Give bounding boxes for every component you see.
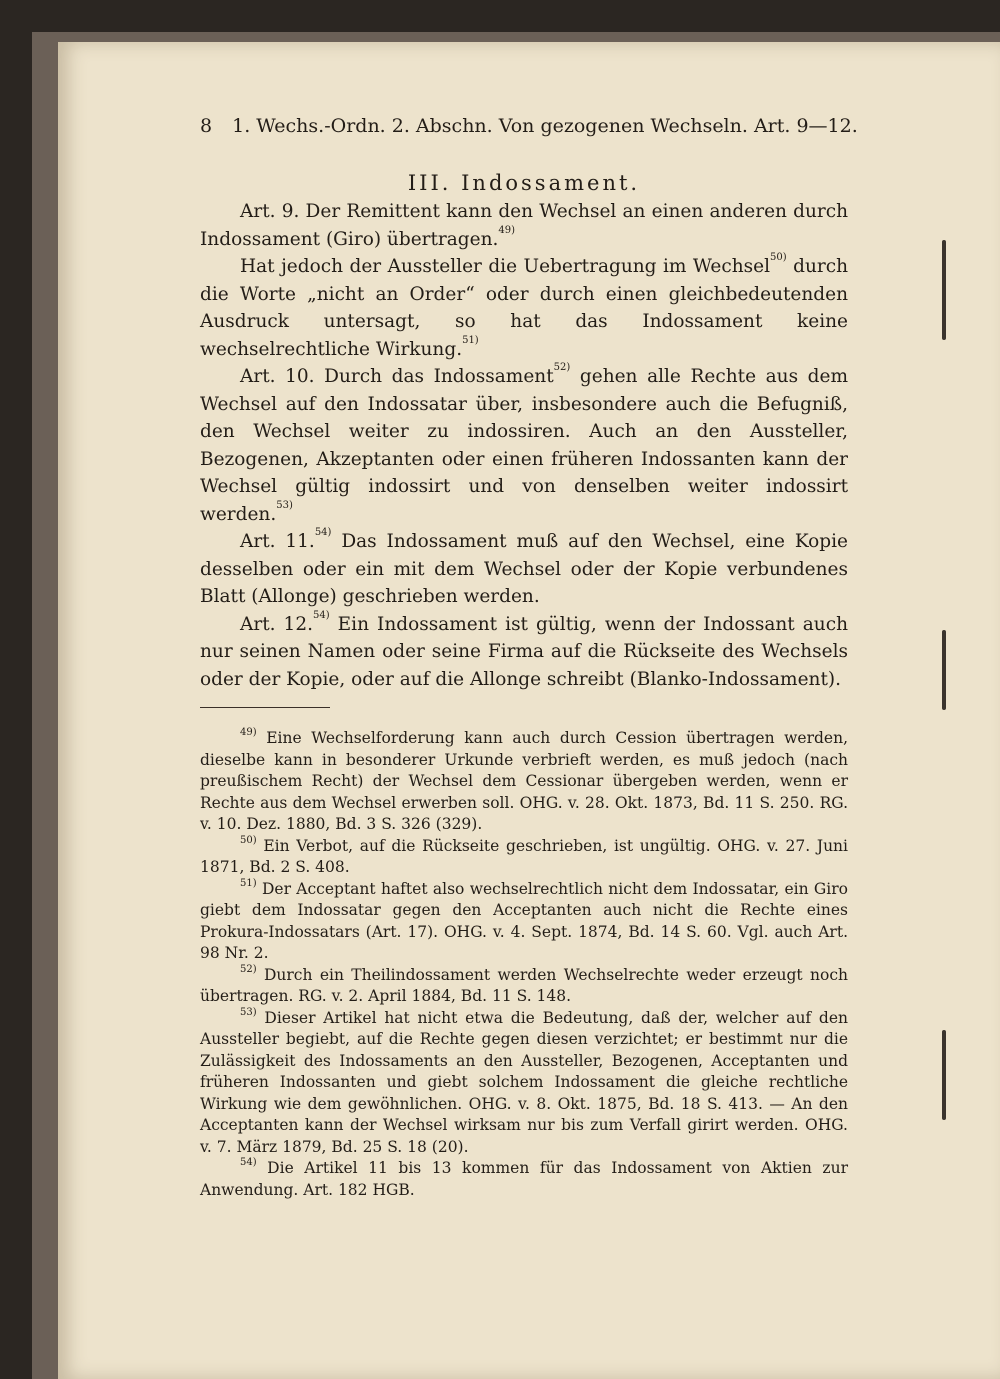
footnote-49: $^{49)}$ Eine Wechselforderung kann auch durch Cession übertragen werden, dieselbe kann in besonderer Urkunde verbrieft werden, es muß jedoch (nach preußischem Recht) der Wechsel dem Cessionar übergeben werden, wenn er Rechte aus dem Wechsel erwerben soll. OHG. v. 28. Okt. 1873, Bd. 11 S. 250. RG. v. 10. Dez. 1880, Bd. 3 S. 326 (329). xyxy=(200,727,848,833)
footnote-51: $^{51)}$ Der Acceptant haftet also wechselrechtlich nicht dem Indossatar, ein Giro giebt dem Indossatar gegen den Acceptanten auch nicht die Rechte eines Prokura-Indossatars (Art. 17). OHG. v. 4. Sept. 1874, Bd. 14 S. 60. Vgl. auch Art. 98 Nr. 2. xyxy=(200,877,848,962)
footnote-54: $^{54)}$ Die Artikel 11 bis 13 kommen für das Indossament von Aktien zur Anwendung. Art. 182 HGB. xyxy=(200,1157,848,1199)
paragraph-art9a: Art. 9. Der Remittent kann den Wechsel an einen anderen durch Indossament (Giro) übertragen.$^{49)}$ xyxy=(200,201,848,250)
paragraph-art12: Art. 12.$^{54)}$ Ein Indossament ist gültig, wenn der Indossant auch nur seinen Namen oder seine Firma auf die Rückseite des Wechsels oder der Kopie, oder auf die Allonge schreibt (Blanko-Indossament). xyxy=(200,609,848,690)
spine-binding-marks xyxy=(940,230,948,1379)
footnote-50: $^{50)}$ Ein Verbot, auf die Rückseite geschrieben, ist ungültig. OHG. v. 27. Juni 1871, Bd. 2 S. 408. xyxy=(200,834,848,876)
footnote-52: $^{52)}$ Durch ein Theilindossament werden Wechselrechte weder erzeugt noch übertragen. RG. v. 2. April 1884, Bd. 11 S. 148. xyxy=(200,963,848,1005)
section-title: III. Indossament. xyxy=(407,171,641,195)
running-title: 1. Wechs.-Ordn. 2. Abschn. Von gezogenen Wechseln. Art. 9—12. xyxy=(232,115,858,137)
running-header xyxy=(200,112,858,140)
footnote-divider xyxy=(200,707,330,708)
paragraph-art10: Art. 10. Durch das Indossament$^{52)}$ gehen alle Rechte aus dem Wechsel auf den Indossatar über, insbesondere auch die Befugniß, den Wechsel weiter zu indossiren. Auch an den Aussteller, Bezogenen, Akzeptanten oder einen früheren Indossanten kann der Wechsel gültig indossirt und von denselben weiter indossirt werden.$^{53)}$ xyxy=(200,362,848,525)
page-text-block xyxy=(200,112,858,1201)
footnote-53: $^{53)}$ Dieser Artikel hat nicht etwa die Bedeutung, daß der, welcher auf den Aussteller begiebt, auf die Rechte gegen diesen verzichtet; er bestimmt nur die Zulässigkeit des Indossaments an den Aussteller, Bezogenen, Acceptanten und früheren Indossanten und giebt solchem Indossament die gleiche rechtliche Wirkung wie dem gewöhnlichen. OHG. v. 8. Okt. 1875, Bd. 18 S. 413. — An den Acceptanten kann der Wechsel wirksam nur bis zum Verfall girirt werden. OHG. v. 7. März 1879, Bd. 25 S. 18 (20). xyxy=(200,1006,848,1156)
paragraph-art9b: Hat jedoch der Aussteller die Uebertragung im Wechsel$^{50)}$ durch die Worte „nicht an Order“ oder durch einen gleichbedeutenden Ausdruck untersagt, so hat das Indossament keine wechselrechtliche Wirkung.$^{51)}$ xyxy=(200,252,849,360)
paragraph-art11: Art. 11.$^{54)}$ Das Indossament muß auf den Wechsel, eine Kopie desselben oder ein mit dem Wechsel oder der Kopie verbundenes Blatt (Allonge) geschrieben werden. xyxy=(200,527,848,607)
footnotes xyxy=(200,728,848,1201)
page-number: 8 xyxy=(200,115,213,137)
main-text xyxy=(200,198,848,693)
